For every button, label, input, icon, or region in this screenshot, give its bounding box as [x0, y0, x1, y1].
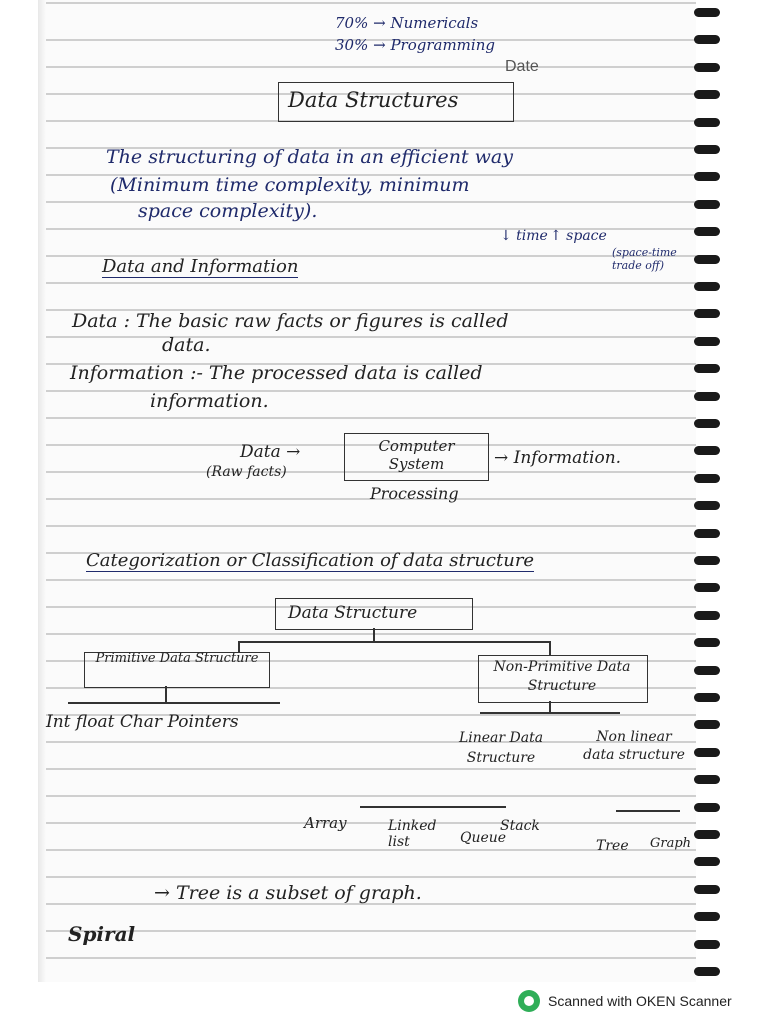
spiral-ring	[694, 200, 720, 209]
tree-primitive-types: Int float Char Pointers	[46, 712, 239, 732]
root-stem	[373, 628, 375, 642]
spiral-ring	[694, 583, 720, 592]
spiral-ring	[694, 529, 720, 538]
spiral-ring	[694, 309, 720, 318]
flow-input-note: (Raw facts)	[206, 464, 287, 480]
scanner-logo-icon	[518, 990, 540, 1012]
spiral-ring	[694, 227, 720, 236]
root-branch	[238, 641, 550, 643]
data-definition-line-1: Data : The basic raw facts or figures is called	[72, 310, 509, 332]
spiral-ring	[694, 118, 720, 127]
spiral-ring	[694, 35, 720, 44]
notebook-brand: Spiral	[68, 922, 136, 946]
graph-note: → Tree is a subset of graph.	[154, 882, 422, 904]
information-definition-line-1: Information :- The processed data is called	[70, 362, 483, 384]
spiral-ring	[694, 720, 720, 729]
section-heading-data-information: Data and Information	[102, 256, 299, 277]
tree-linear-child: Array	[304, 814, 347, 832]
spiral-ring	[694, 145, 720, 154]
flow-output: → Information.	[494, 448, 622, 468]
tree-linear-child: Stack	[500, 818, 540, 834]
spiral-ring	[694, 282, 720, 291]
scanner-footer	[518, 990, 732, 1012]
spiral-ring	[694, 940, 720, 949]
spiral-ring	[694, 830, 720, 839]
non-linear-children-branch	[616, 810, 680, 812]
time-note: ↓ time	[500, 228, 548, 244]
data-definition-line-2: data.	[162, 334, 211, 356]
spiral-ring	[694, 446, 720, 455]
tree-linear-child: Linked list	[388, 818, 437, 850]
spiral-ring	[694, 912, 720, 921]
spiral-ring	[694, 337, 720, 346]
tradeoff-note: (space-time trade off)	[612, 246, 677, 272]
spiral-ring	[694, 611, 720, 620]
information-definition-line-2: information.	[150, 390, 269, 412]
spiral-ring	[694, 857, 720, 866]
scanner-label: Scanned with OKEN Scanner	[548, 993, 732, 1009]
definition-line-1: The structuring of data in an efficient way	[106, 146, 513, 168]
spiral-ring	[694, 364, 720, 373]
tree-non-linear-child: Tree	[596, 838, 629, 854]
spiral-ring	[694, 501, 720, 510]
tree-primitive: Primitive Data Structure	[95, 651, 259, 666]
page-title: Data Structures	[288, 88, 459, 112]
spiral-ring	[694, 392, 720, 401]
spiral-ring	[694, 474, 720, 483]
note-numericals: 70% → Numericals	[335, 14, 479, 32]
tree-linear-child: Queue	[460, 830, 507, 846]
spiral-ring	[694, 885, 720, 894]
primitive-children-stem	[165, 686, 167, 702]
tree-non-primitive: Non-Primitive Data Structure	[493, 659, 631, 694]
linear-children-branch	[360, 806, 506, 808]
flow-system: Computer System	[378, 437, 455, 473]
tree-root: Data Structure	[288, 603, 418, 623]
tree-non-linear-child: Graph	[650, 836, 692, 851]
spiral-ring	[694, 255, 720, 264]
space-note: ↑ space	[550, 228, 607, 244]
flow-input: Data →	[240, 442, 301, 462]
definition-line-2: (Minimum time complexity, minimum	[110, 174, 470, 196]
spiral-ring	[694, 775, 720, 784]
spiral-ring	[694, 748, 720, 757]
spiral-ring	[694, 8, 720, 17]
primitive-children-branch	[68, 702, 280, 704]
section-heading-classification: Categorization or Classification of data structure	[86, 550, 535, 571]
spiral-ring	[694, 419, 720, 428]
spiral-ring	[694, 63, 720, 72]
non-primitive-stem	[549, 641, 551, 655]
date-label: Date	[505, 58, 539, 75]
spiral-ring	[694, 638, 720, 647]
spiral-ring	[694, 666, 720, 675]
spiral-ring	[694, 803, 720, 812]
spiral-ring	[694, 967, 720, 976]
spiral-ring	[694, 556, 720, 565]
spiral-binding	[694, 0, 724, 982]
spiral-ring	[694, 172, 720, 181]
flow-processing: Processing	[370, 484, 459, 503]
non-primitive-children-branch	[480, 712, 620, 714]
tree-linear: Linear Data Structure	[458, 730, 544, 766]
spiral-ring	[694, 693, 720, 702]
spiral-ring	[694, 90, 720, 99]
page-edge-shadow	[38, 0, 46, 982]
definition-line-3: space complexity).	[138, 200, 318, 222]
note-programming: 30% → Programming	[335, 36, 495, 54]
tree-non-linear: Non linear data structure	[583, 729, 685, 763]
